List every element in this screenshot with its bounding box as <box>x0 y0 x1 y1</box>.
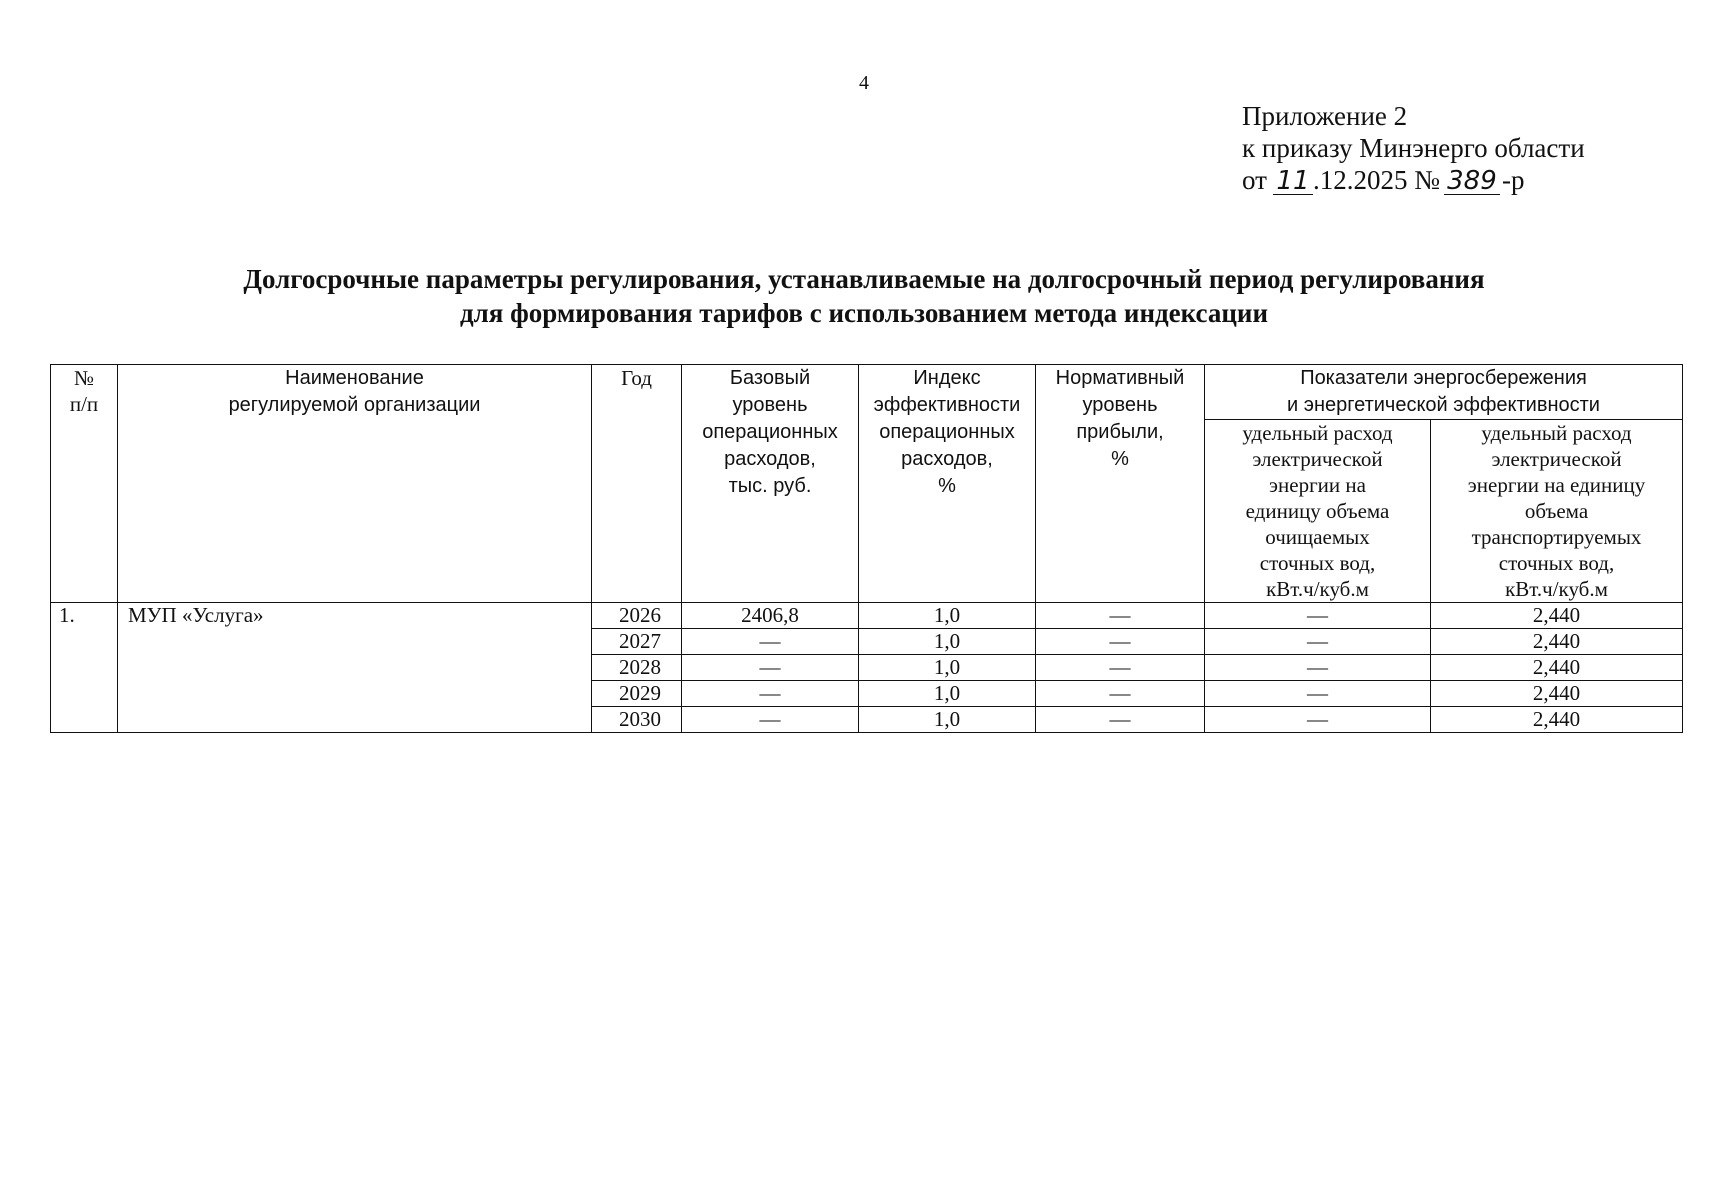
efficiency-index-cell: 1,0 <box>859 655 1036 681</box>
page-number: 4 <box>859 72 869 94</box>
base-opex-cell: — <box>682 707 859 733</box>
header-line: и энергетической эффективности <box>1287 394 1600 416</box>
header-line: единицу объема <box>1245 499 1390 523</box>
appendix-line-2: к приказу Минэнерго области <box>1242 133 1585 163</box>
header-line: операционных <box>879 421 1015 443</box>
header-energy-transported <box>1431 420 1683 603</box>
header-line: транспортируемых <box>1471 525 1642 549</box>
profit-level-cell: — <box>1036 629 1205 655</box>
header-line: очищаемых <box>1265 525 1370 549</box>
header-line: кВт.ч/куб.м <box>1266 577 1369 601</box>
header-year: Год <box>592 365 682 603</box>
energy-transported-cell: 2,440 <box>1431 603 1683 629</box>
energy-treated-cell: — <box>1205 629 1431 655</box>
header-line: % <box>938 475 956 497</box>
organization-name: МУП «Услуга» <box>118 603 592 733</box>
base-opex-cell: — <box>682 655 859 681</box>
base-opex-cell: 2406,8 <box>682 603 859 629</box>
year-cell: 2029 <box>592 681 682 707</box>
base-opex-cell: — <box>682 629 859 655</box>
header-line: расходов, <box>901 448 993 470</box>
header-line: операционных <box>702 421 838 443</box>
profit-level-cell: — <box>1036 603 1205 629</box>
header-line: Нормативный <box>1055 367 1185 389</box>
profit-level-cell: — <box>1036 655 1205 681</box>
energy-transported-cell: 2,440 <box>1431 707 1683 733</box>
energy-transported-cell: 2,440 <box>1431 681 1683 707</box>
header-line: Показатели энергосбережения <box>1300 367 1587 389</box>
energy-transported-cell: 2,440 <box>1431 655 1683 681</box>
year-cell: 2030 <box>592 707 682 733</box>
header-energy-group <box>1205 365 1683 420</box>
header-line: объема <box>1524 499 1589 523</box>
header-line: электрической <box>1252 447 1383 471</box>
efficiency-index-cell: 1,0 <box>859 707 1036 733</box>
date-rest: .12.2025 № <box>1312 165 1440 195</box>
handwritten-day: 11 <box>1273 168 1313 195</box>
row-number: 1. <box>51 603 118 733</box>
header-base-opex <box>682 365 859 603</box>
header-energy-treated <box>1205 420 1431 603</box>
title-line-1: Долгосрочные параметры регулирования, устанавливаемые на долгосрочный период регулирования <box>243 264 1485 294</box>
header-line: Базовый <box>729 367 811 389</box>
header-line: уровень <box>1082 394 1158 416</box>
header-number <box>51 365 118 603</box>
base-opex-cell: — <box>682 681 859 707</box>
profit-level-cell: — <box>1036 681 1205 707</box>
efficiency-index-cell: 1,0 <box>859 629 1036 655</box>
year-cell: 2028 <box>592 655 682 681</box>
header-line: кВт.ч/куб.м <box>1505 577 1608 601</box>
header-efficiency-index <box>859 365 1036 603</box>
header-line: % <box>1111 448 1129 470</box>
header-profit-level <box>1036 365 1205 603</box>
header-line: регулируемой организации <box>228 394 481 416</box>
energy-treated-cell: — <box>1205 655 1431 681</box>
header-line: п/п <box>69 392 99 416</box>
table-row <box>51 603 1683 629</box>
document-title <box>0 262 1728 330</box>
header-line: Индекс <box>913 367 981 389</box>
header-line: тыс. руб. <box>728 475 812 497</box>
header-organization <box>118 365 592 603</box>
date-prefix: от <box>1242 165 1267 195</box>
header-line: уровень <box>732 394 808 416</box>
energy-treated-cell: — <box>1205 681 1431 707</box>
year-cell: 2027 <box>592 629 682 655</box>
header-line: удельный расход <box>1481 421 1632 445</box>
handwritten-order-number: 389 <box>1444 168 1500 195</box>
title-line-2: для формирования тарифов с использованием метода индексации <box>459 298 1269 328</box>
efficiency-index-cell: 1,0 <box>859 603 1036 629</box>
header-line: расходов, <box>724 448 816 470</box>
energy-treated-cell: — <box>1205 603 1431 629</box>
year-cell: 2026 <box>592 603 682 629</box>
energy-transported-cell: 2,440 <box>1431 629 1683 655</box>
header-line: № <box>73 366 95 390</box>
efficiency-index-cell: 1,0 <box>859 681 1036 707</box>
header-line: энергии на единицу <box>1467 473 1646 497</box>
order-suffix: -р <box>1501 165 1525 195</box>
header-line: эффективности <box>873 394 1021 416</box>
appendix-date-line <box>1242 164 1585 196</box>
header-line: прибыли, <box>1076 421 1164 443</box>
appendix-block <box>1242 100 1585 196</box>
header-line: сточных вод, <box>1498 551 1615 575</box>
profit-level-cell: — <box>1036 707 1205 733</box>
appendix-line-1: Приложение 2 <box>1242 101 1408 131</box>
header-line: удельный расход <box>1242 421 1393 445</box>
header-line: электрической <box>1491 447 1622 471</box>
header-line: сточных вод, <box>1259 551 1376 575</box>
parameters-table <box>50 364 1683 733</box>
header-line: энергии на <box>1269 473 1366 497</box>
energy-treated-cell: — <box>1205 707 1431 733</box>
header-line: Наименование <box>285 367 424 389</box>
